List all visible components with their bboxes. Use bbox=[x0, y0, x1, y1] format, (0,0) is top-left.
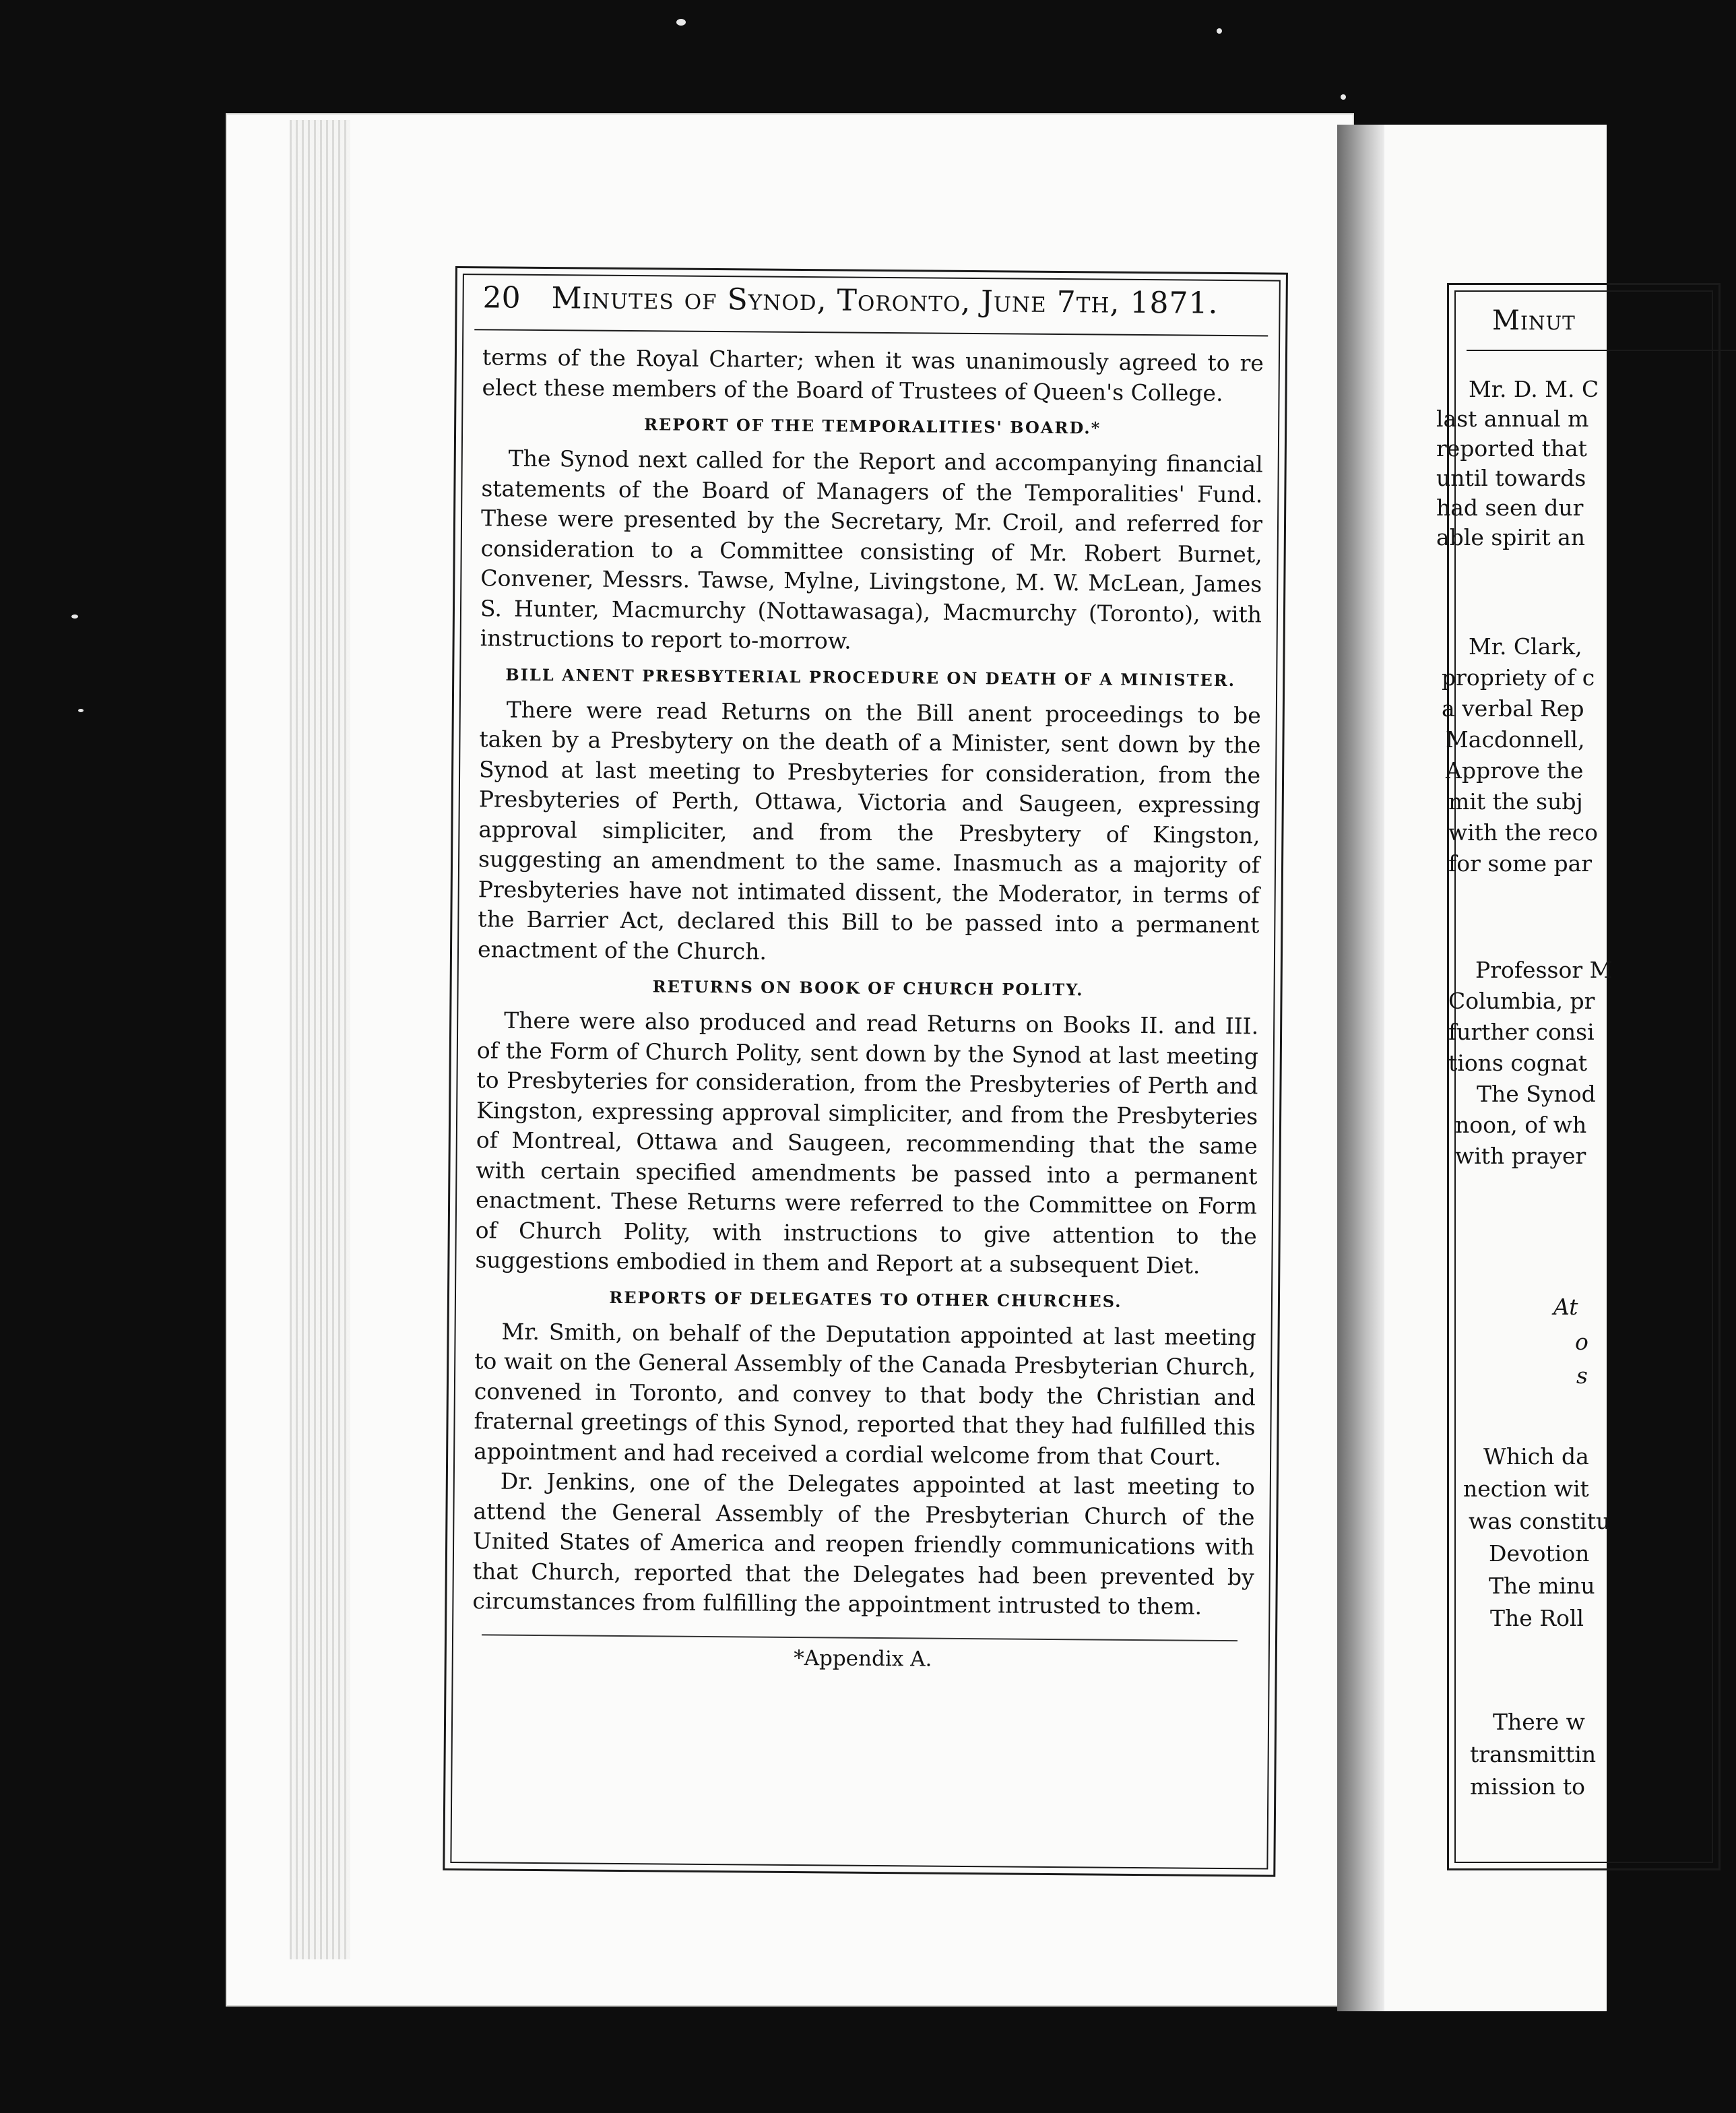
right-text-line: Macdonnell, bbox=[1446, 726, 1585, 753]
page-body bbox=[464, 330, 1268, 1674]
right-head-rule bbox=[1467, 350, 1736, 351]
scan-speck bbox=[78, 709, 84, 712]
right-text-line: Mr. D. M. C bbox=[1469, 376, 1599, 402]
paragraph-delegates-jenkins: Dr. Jenkins, one of the Delegates appointed at last meeting to attend the General Assembly of the Presbyterian Church of the United States of America and reopen friendly communications with that Church, reported that the Delegates had been prevented by circumstances from fulfilling the appointment intrusted to them. bbox=[472, 1468, 1255, 1620]
right-text-line: had seen dur bbox=[1436, 495, 1584, 521]
section-heading-bill: BILL ANENT PRESBYTERIAL PROCEDURE ON DEATH OF A MINISTER. bbox=[505, 664, 1236, 690]
book-gutter bbox=[1337, 125, 1384, 2011]
footnote: *Appendix A. bbox=[794, 1645, 932, 1672]
right-text-line: The minu bbox=[1489, 1573, 1595, 1599]
right-text-line: mission to bbox=[1470, 1773, 1586, 1800]
right-text-line: was constitu bbox=[1469, 1508, 1611, 1534]
right-text-line: s bbox=[1576, 1362, 1588, 1389]
right-text-line: nection wit bbox=[1463, 1476, 1589, 1502]
right-text-line: last annual m bbox=[1436, 406, 1589, 432]
scan-speck bbox=[71, 614, 78, 619]
paragraph-temporalities: The Synod next called for the Report and accompanying financial statements of the Board of Managers of the Temporalities' Fund. These were presented by the Secretary, Mr. Croil, and referred for consideration to a Committee consisting of Mr. Robert Burnet, Convener, Messrs. Tawse, Mylne, Livingstone, M. W. McLean, James S. Hunter, Macmurchy (Nottawasaga), Macmurchy (Toronto), with instructions to report to-morrow. bbox=[480, 445, 1263, 654]
right-text-line: with the reco bbox=[1448, 819, 1598, 846]
right-text-line: reported that bbox=[1436, 435, 1587, 462]
right-text-line: mit the subj bbox=[1448, 788, 1583, 815]
right-text-line: with prayer bbox=[1455, 1143, 1586, 1169]
right-text-line: until towards bbox=[1436, 465, 1586, 491]
right-running-title: Minut bbox=[1492, 305, 1576, 336]
right-text-line: tions cognat bbox=[1448, 1050, 1588, 1076]
right-text-line: Which da bbox=[1483, 1443, 1589, 1470]
scan-speck bbox=[1341, 94, 1346, 100]
left-page-text-frame bbox=[443, 266, 1288, 1877]
opening-paragraph: terms of the Royal Charter; when it was unanimously agreed to re elect these members of the Board of Trustees of Queen's College. bbox=[482, 344, 1264, 406]
paragraph-church-polity: There were also produced and read Returns on Books II. and III. of the Form of Church Polity, sent down by the Synod at last meeting to Presbyteries for consideration, from the Presbyteries of Perth and Kingston, expressing approval simpliciter, and from the Presbyteries of Montreal, Ottawa and Saugeen, recommending that the same with certain specified amendments be passed into a permanent enactment. These Returns were referred to the Committee on Form of Church Polity, with instructions to give attention to the suggestions embodied in them and Report at a subsequent Diet. bbox=[475, 1007, 1259, 1279]
scan-speck bbox=[1217, 28, 1222, 34]
right-text-line: o bbox=[1575, 1329, 1588, 1355]
right-text-line: a verbal Rep bbox=[1442, 695, 1584, 722]
scan-speck bbox=[676, 19, 686, 26]
right-text-line: At bbox=[1553, 1294, 1578, 1320]
right-text-line: Approve the bbox=[1446, 757, 1584, 784]
right-text-line: Devotion bbox=[1489, 1540, 1590, 1567]
paragraph-bill: There were read Returns on the Bill anent proceedings to be taken by a Presbytery on the death of a Minister, sent down by the Synod at last meeting to Presbyteries for consideration, from the Presbyteries of Perth, Ottawa, Victoria and Saugeen, expressing approval simpliciter, and from the Presbytery of Kingston, suggesting an amendment to the same. Inasmuch as a majority of Presbyteries have not intimated dissent, the Moderator, in terms of the Barrier Act, declared this Bill to be passed into a permanent enactment of the Church. bbox=[477, 696, 1261, 965]
right-text-line: able spirit an bbox=[1436, 524, 1585, 550]
right-text-line: Columbia, pr bbox=[1448, 988, 1595, 1014]
section-heading-church-polity: RETURNS ON BOOK OF CHURCH POLITY. bbox=[652, 976, 1084, 1000]
right-text-line: There w bbox=[1493, 1709, 1585, 1735]
running-head bbox=[474, 280, 1268, 336]
right-text-line: Professor M bbox=[1475, 957, 1613, 983]
section-heading-temporalities: REPORT OF THE TEMPORALITIES' BOARD.* bbox=[643, 414, 1101, 438]
right-text-line: Mr. Clark, bbox=[1469, 633, 1582, 660]
running-title: Minutes of Synod, Toronto, June 7th, 1871. bbox=[551, 281, 1219, 321]
right-text-line: The Synod bbox=[1477, 1081, 1596, 1107]
right-text-line: propriety of c bbox=[1442, 664, 1595, 691]
right-text-line: The Roll bbox=[1490, 1605, 1584, 1631]
section-heading-delegates: REPORTS OF DELEGATES TO OTHER CHURCHES. bbox=[609, 1287, 1122, 1311]
page-edges bbox=[290, 120, 350, 1959]
right-text-line: further consi bbox=[1448, 1019, 1595, 1045]
page-number: 20 bbox=[482, 280, 521, 315]
paragraph-delegates-smith: Mr. Smith, on behalf of the Deputation appointed at last meeting to wait on the General Assembly of the Canada Presbyterian Church, convened in Toronto, and convey to that body the Christian and fraternal greetings of this Synod, reported that they had fulfilled this appointment and had received a cordial welcome from that Court. bbox=[474, 1318, 1256, 1470]
right-text-line: transmittin bbox=[1470, 1741, 1597, 1767]
right-text-line: noon, of wh bbox=[1455, 1112, 1587, 1138]
right-text-line: for some par bbox=[1448, 850, 1593, 877]
right-page-text-frame bbox=[1447, 283, 1721, 1870]
footnote-rule bbox=[482, 1634, 1237, 1641]
